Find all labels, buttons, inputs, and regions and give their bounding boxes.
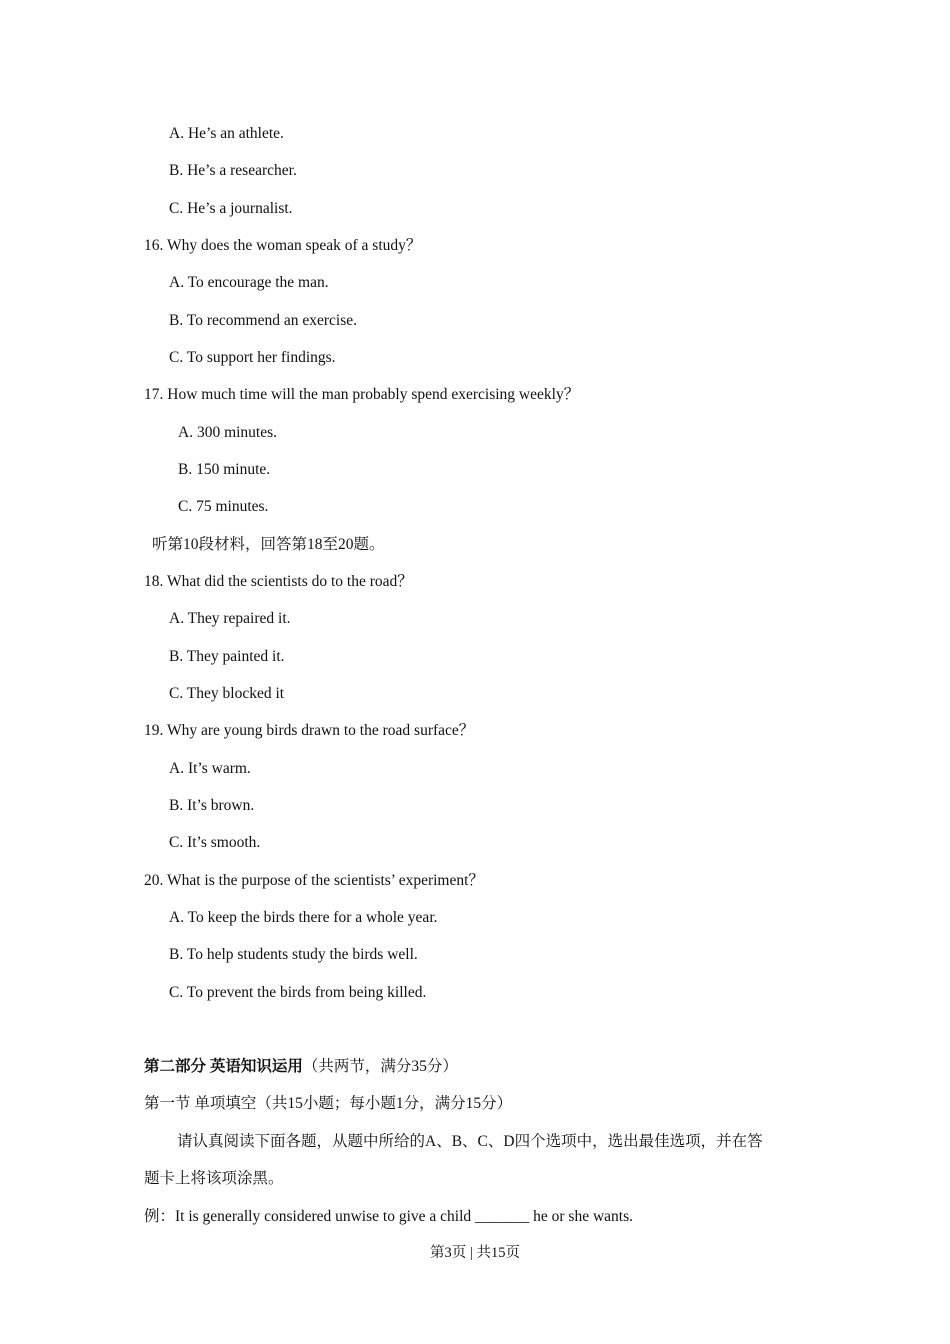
part2-title-rest: （共两节，满分35分） — [302, 1058, 458, 1075]
q16-option-a: A. To encourage the man. — [169, 274, 329, 291]
q19-option-b: B. It’s brown. — [169, 797, 255, 814]
q19-option-a: A. It’s warm. — [169, 760, 251, 777]
q17-option-a: A. 300 minutes. — [178, 424, 278, 441]
q16-question: 16. Why does the woman speak of a study？ — [144, 237, 422, 254]
q20-question: 20. What is the purpose of the scientists’ experiment？ — [144, 872, 484, 889]
q18-question: 18. What did the scientists do to the road？ — [144, 573, 413, 590]
directions-line-2: 题卡上将该项涂黑。 — [144, 1170, 284, 1187]
q15-option-a: A. He’s an athlete. — [169, 125, 284, 142]
q15-option-b: B. He’s a researcher. — [169, 162, 297, 179]
q18-option-a: A. They repaired it. — [169, 610, 291, 627]
q16-option-b: B. To recommend an exercise. — [169, 312, 358, 329]
q20-option-a: A. To keep the birds there for a whole year. — [169, 909, 438, 926]
q17-option-b: B. 150 minute. — [178, 461, 271, 478]
directions-line-1: 请认真阅读下面各题，从题中所给的A、B、C、D四个选项中，选出最佳选项，并在答 — [177, 1133, 763, 1150]
q20-option-c: C. To prevent the birds from being killed. — [169, 984, 427, 1001]
section1-title: 第一节 单项填空（共15小题；每小题1分，满分15分） — [144, 1095, 513, 1112]
q15-option-c: C. He’s a journalist. — [169, 200, 293, 217]
q18-option-c: C. They blocked it — [169, 685, 285, 702]
q19-question: 19. Why are young birds drawn to the road surface？ — [144, 722, 475, 739]
q19-option-c: C. It’s smooth. — [169, 834, 261, 851]
q16-option-c: C. To support her findings. — [169, 349, 336, 366]
instruction-passage-10: 听第10段材料，回答第18至20题。 — [152, 536, 385, 553]
q20-option-b: B. To help students study the birds well. — [169, 946, 418, 963]
page-footer: 第3页 | 共15页 — [430, 1245, 520, 1261]
q17-option-c: C. 75 minutes. — [178, 498, 269, 515]
q17-question: 17. How much time will the man probably spend exercising weekly？ — [144, 386, 580, 403]
part2-title-bold: 第二部分 英语知识运用 — [144, 1058, 303, 1075]
q18-option-b: B. They painted it. — [169, 648, 285, 665]
part2-title — [144, 1057, 458, 1077]
example-sentence: 例：It is generally considered unwise to give a child _______ he or she wants. — [144, 1208, 633, 1225]
